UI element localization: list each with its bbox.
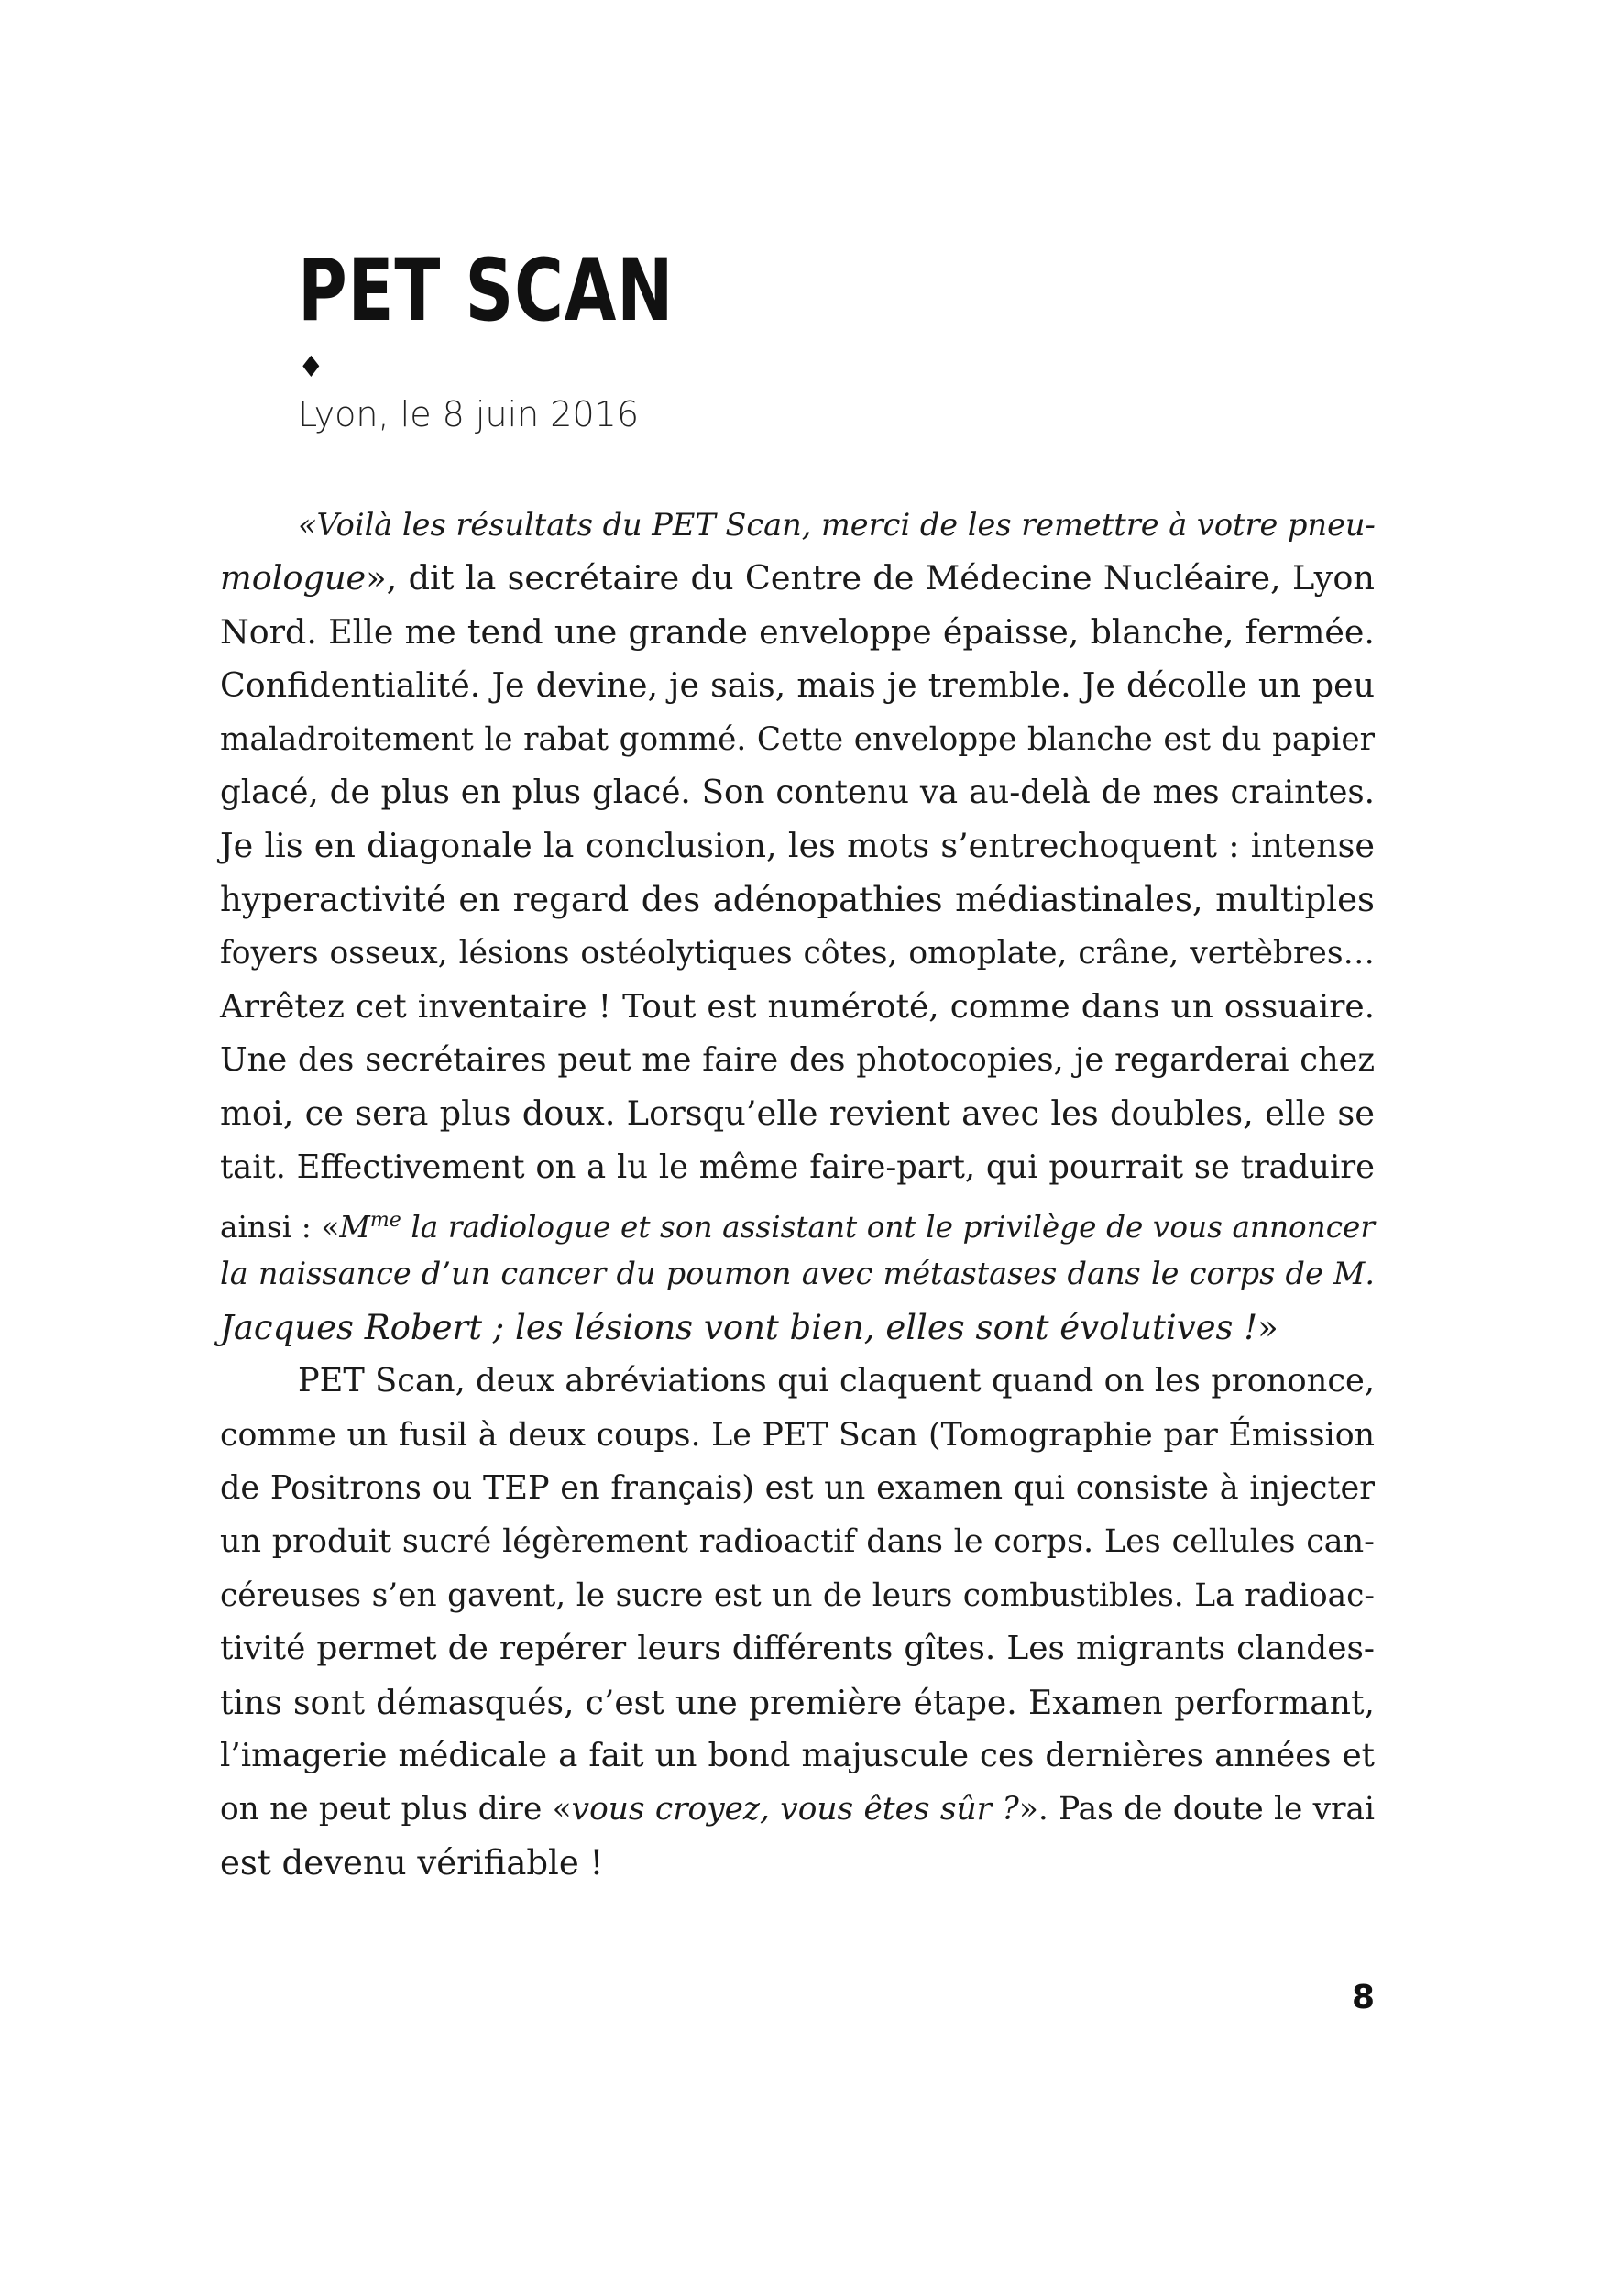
page-number: 8 xyxy=(1351,1979,1375,2016)
text-line: Arrêtez cet inventaire ! Tout est numéroté, comme dans un ossuaire. xyxy=(220,987,1375,1026)
text-line: glacé, de plus en plus glacé. Son contenu va au-delà de mes craintes. xyxy=(220,773,1375,811)
date-line: Lyon, le 8 juin 2016 xyxy=(298,394,640,434)
text-line: un produit sucré légèrement radioactif dans le corps. Les cellules can- xyxy=(220,1523,1375,1561)
text-line: hyperactivité en regard des adénopathies médiastinales, multiples xyxy=(220,879,1375,919)
text-line: est devenu vérifiable ! xyxy=(220,1842,604,1883)
text-span: la radiologue et son assistant ont le privilège de vous annoncer xyxy=(401,1209,1375,1245)
diamond-ornament-icon: ♦ xyxy=(298,349,324,384)
text-span: » xyxy=(1257,1307,1278,1347)
text-line xyxy=(220,552,1375,605)
superscript: me xyxy=(369,1209,401,1233)
text-line xyxy=(220,1783,1375,1836)
body-text xyxy=(220,499,1375,1890)
text-line: Une des secrétaires peut me faire des photocopies, je regarderai chez xyxy=(220,1040,1375,1079)
text-line xyxy=(220,1301,1375,1355)
text-line: tivité permet de repérer leurs différents gîtes. Les migrants clandes- xyxy=(220,1630,1375,1668)
text-line: foyers osseux, lésions ostéolytiques côtes, omoplate, crâne, vertèbres… xyxy=(220,935,1375,972)
text-span: ». Pas de doute le vrai xyxy=(1018,1791,1375,1828)
text-line: tait. Effectivement on a lu le même faire-part, qui pourrait se traduire xyxy=(220,1147,1375,1186)
text-line: Nord. Elle me tend une grande enveloppe épaisse, blanche, fermée. xyxy=(220,611,1375,652)
text-line: de Positrons ou TEP en français) est un examen qui consiste à injecter xyxy=(220,1469,1375,1508)
chapter-title: PET SCAN xyxy=(298,241,675,341)
text-line: moi, ce sera plus doux. Lorsqu’elle revient avec les doubles, elle se xyxy=(220,1093,1375,1134)
text-line xyxy=(220,1194,1375,1247)
text-line: comme un fusil à deux coups. Le PET Scan (Tomographie par Émission xyxy=(220,1416,1375,1454)
text-span: », dit la secrétaire du Centre de Médecine Nucléaire, Lyon xyxy=(366,558,1375,598)
text-span: ainsi : « xyxy=(220,1209,340,1245)
text-line: Confidentialité. Je devine, je sais, mais je tremble. Je décolle un peu xyxy=(220,665,1375,706)
text-line: la naissance d’un cancer du poumon avec métastases dans le corps de M. xyxy=(220,1256,1375,1292)
paragraph-2 xyxy=(220,1355,1375,1890)
paragraph-1 xyxy=(220,499,1375,1355)
text-span: Jacques Robert ; les lésions vont bien, elles sont évolutives ! xyxy=(220,1307,1258,1347)
text-span: mologue xyxy=(220,558,367,598)
text-line: PET Scan, deux abréviations qui claquent quand on les prononce, xyxy=(298,1362,1375,1400)
text-line: céreuses s’en gavent, le sucre est un de leurs combustibles. La radioac- xyxy=(220,1576,1375,1614)
text-span: vous croyez, vous êtes sûr ? xyxy=(571,1791,1019,1828)
text-span: M xyxy=(339,1209,370,1245)
text-span: on ne peut plus dire « xyxy=(220,1791,572,1828)
text-line: maladroitement le rabat gommé. Cette enveloppe blanche est du papier xyxy=(220,720,1375,758)
text-line: l’imagerie médicale a fait un bond majuscule ces dernières années et xyxy=(220,1736,1375,1774)
text-line: tins sont démasqués, c’est une première étape. Examen performant, xyxy=(220,1683,1375,1722)
text-line: Je lis en diagonale la conclusion, les mots s’entrechoquent : intense xyxy=(220,826,1375,866)
text-line: «Voilà les résultats du PET Scan, merci de les remettre à votre pneu- xyxy=(298,507,1376,543)
